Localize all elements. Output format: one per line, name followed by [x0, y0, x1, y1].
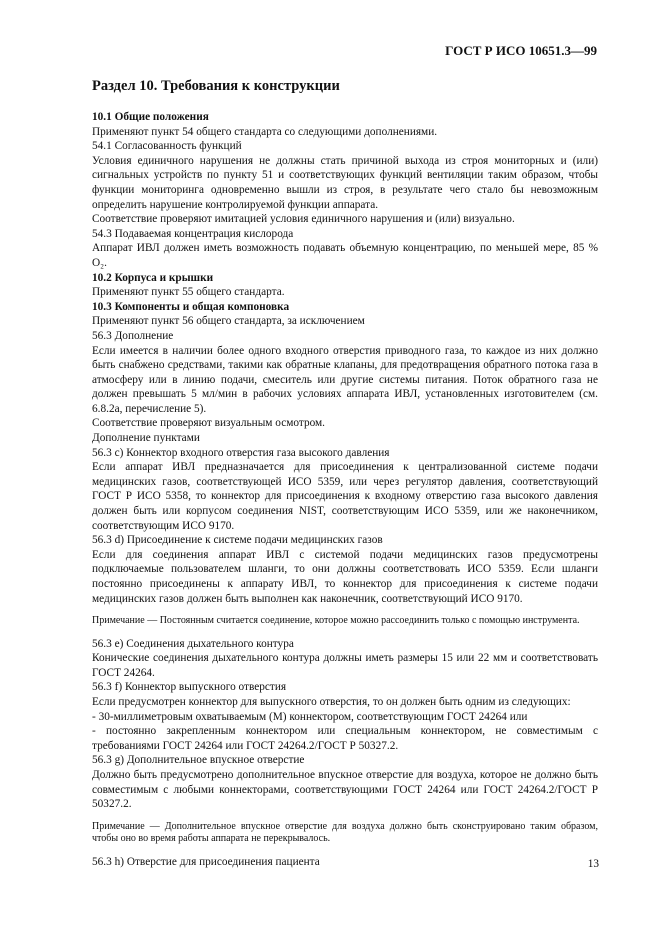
- paragraph: Аппарат ИВЛ должен иметь возможность подавать объемную концентрацию, по меньшей мере, 85 % O₂.: [92, 242, 598, 269]
- paragraph: Если для соединения аппарат ИВЛ с системой подачи медицинских газов предусмотрены подключаемые пользователем шланги, то они должны соответствовать ИСО 5359. Если шланги постоянно присоединены к аппарату ИВЛ, то коннектор для присоединения к системе подачи медицинских газов должен быть выполнен как наконечник, соответствующий ИСО 9170.: [92, 548, 598, 605]
- page-number: 13: [587, 858, 599, 870]
- clause-heading: 56.3 g) Дополнительное впускное отверстие: [92, 754, 305, 767]
- section-title: Раздел 10. Требования к конструкции: [92, 78, 340, 94]
- clause-heading: 56.3 Дополнение: [92, 329, 174, 342]
- clause-heading: 56.3 c) Коннектор входного отверстия газа высокого давления: [92, 446, 390, 459]
- paragraph: Дополнение пунктами: [92, 432, 200, 445]
- paragraph: Соответствие проверяют визуальным осмотром.: [92, 417, 326, 430]
- clause-heading: 56.3 h) Отверстие для присоединения пациента: [92, 855, 320, 868]
- subsection-heading: 10.3 Компоненты и общая компоновка: [92, 300, 290, 313]
- list-item: - 30-миллиметровым охватываемым (М) коннектором, соответствующим ГОСТ 24264 или: [92, 710, 528, 723]
- document-body: [92, 110, 598, 869]
- paragraph: Применяют пункт 54 общего стандарта со следующими дополнениями.: [92, 125, 438, 138]
- paragraph: Если имеется в наличии более одного входного отверстия приводного газа, то каждое из них должно быть снабжено средствами, такими как обратные клапаны, для предотвращения обратного потока газа в атмосферу или в линию подачи, смеситель или другие системы питания. Поток обратного газа не должен превышать 5 мл/мин в рабочих условиях аппарата ИВЛ, установленных изготовителем (см. 6.8.2а, перечисление 5).: [92, 344, 598, 415]
- clause-heading: 56.3 d) Присоединение к системе подачи медицинских газов: [92, 534, 383, 547]
- note: Примечание — Дополнительное впускное отверстие для воздуха должно быть сконструировано таким образом, чтобы оно во время работы аппарата не перекрывалось.: [92, 820, 598, 845]
- paragraph: Условия единичного нарушения не должны стать причиной выхода из строя мониторных и (или) сигнальных устройств по пункту 51 и соответствующих функций вентиляции таким образом, чтобы функции мониторинга одновременно вышли из строя, в результате чего стало бы невозможным определить нарушение контролируемой функции аппарата.: [92, 154, 598, 211]
- paragraph: Должно быть предусмотрено дополнительное впускное отверстие для воздуха, которое не должно быть совместимым с любыми коннекторами, соответствующими ГОСТ 24264 или ГОСТ 24264.2/ГОСТ Р 50327.2.: [92, 769, 598, 811]
- clause-heading: 56.3 e) Соединения дыхательного контура: [92, 637, 294, 650]
- note: Примечание — Постоянным считается соединение, которое можно рассоединить только с помощью инструмента.: [92, 615, 580, 627]
- paragraph: Соответствие проверяют имитацией условия единичного нарушения и (или) визуально.: [92, 213, 515, 226]
- list-item: - постоянно закрепленным коннектором или специальным коннектором, не совместимым с требованиями ГОСТ 24264 или ГОСТ 24264.2/ГОСТ Р 50327.2.: [92, 725, 598, 752]
- paragraph: Применяют пункт 56 общего стандарта, за исключением: [92, 315, 365, 328]
- document-header: ГОСТ Р ИСО 10651.3—99: [445, 43, 597, 58]
- paragraph: Если аппарат ИВЛ предназначается для присоединения к централизованной системе подачи медицинских газов, соответствующей ИСО 5359, или через регулятор давления, соответствующий ГОСТ Р ИСО 5358, то коннектор для присоединения к входному отверстию газа высокого давления должен быть или корпусом соединения NIST, соответствующим ИСО 5359, или же наконечником, соответствующим ИСО 9170.: [92, 461, 598, 532]
- clause-heading: 54.1 Согласованность функций: [92, 140, 242, 153]
- subsection-heading: 10.2 Корпуса и крышки: [92, 271, 214, 284]
- clause-heading: 56.3 f) Коннектор выпускного отверстия: [92, 681, 287, 694]
- clause-heading: 54.3 Подаваемая концентрация кислорода: [92, 227, 294, 240]
- paragraph: Применяют пункт 55 общего стандарта.: [92, 286, 285, 299]
- paragraph: Конические соединения дыхательного контура должны иметь размеры 15 или 22 мм и соответствовать ГОСТ 24264.: [92, 652, 598, 679]
- paragraph: Если предусмотрен коннектор для выпускного отверстия, то он должен быть одним из следующих:: [92, 696, 571, 709]
- subsection-heading: 10.1 Общие положения: [92, 111, 209, 123]
